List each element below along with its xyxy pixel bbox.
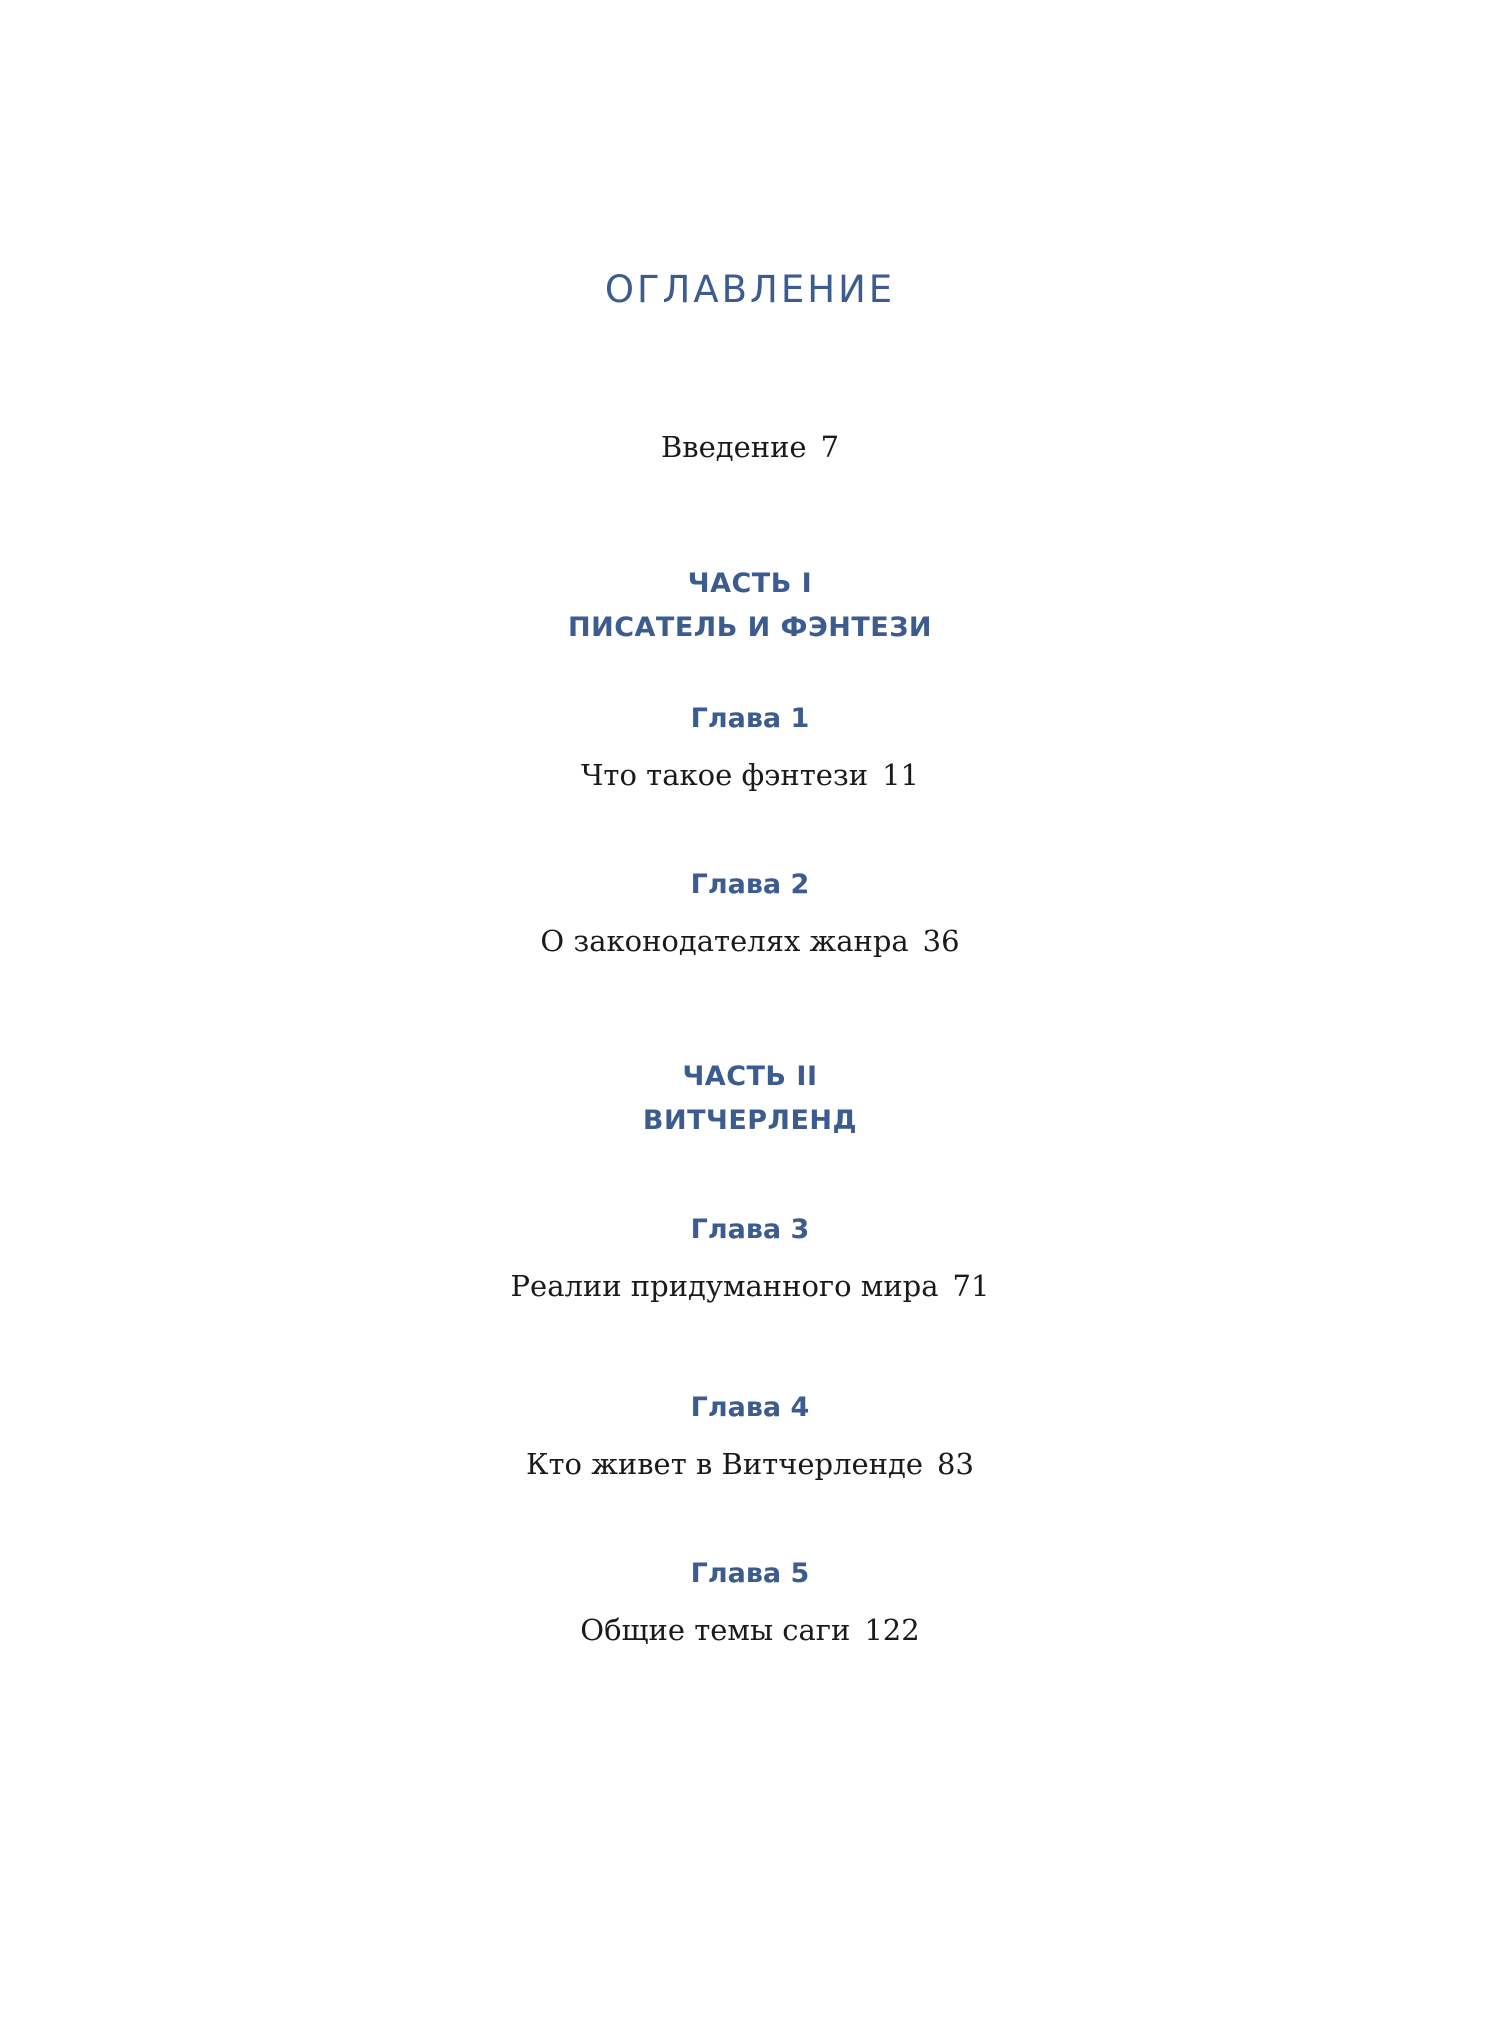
part-label: ЧАСТЬ II <box>682 1061 818 1092</box>
chapter-label-1: Глава 1 <box>690 703 810 734</box>
toc-entry-chapter-5[interactable] <box>0 1613 1500 1647</box>
entry-page-number: 122 <box>864 1613 920 1647</box>
part-name: ПИСАТЕЛЬ И ФЭНТЕЗИ <box>568 612 932 643</box>
entry-title: Введение <box>660 430 807 464</box>
chapter-label-2: Глава 2 <box>690 869 810 900</box>
entry-title: Общие темы саги <box>580 1613 851 1647</box>
toc-entry-intro[interactable] <box>0 430 1500 464</box>
entry-title: О законодателях жанра <box>540 924 909 958</box>
toc-title: ОГЛАВЛЕНИЕ <box>604 268 896 311</box>
entry-page-number: 7 <box>820 430 840 464</box>
chapter-label-4: Глава 4 <box>690 1392 810 1423</box>
part-name: ВИТЧЕРЛЕНД <box>642 1105 858 1136</box>
part-label: ЧАСТЬ I <box>687 568 813 599</box>
entry-page-number: 83 <box>937 1447 974 1481</box>
entry-title: Что такое фэнтези <box>581 758 869 792</box>
entry-title: Кто живет в Витчерленде <box>526 1447 924 1481</box>
toc-entry-chapter-4[interactable] <box>0 1447 1500 1481</box>
entry-page-number: 71 <box>952 1269 990 1303</box>
entry-title: Реалии придуманного мира <box>510 1269 939 1303</box>
part-heading-2 <box>0 1055 1500 1143</box>
entry-page-number: 36 <box>922 924 960 958</box>
chapter-label-5: Глава 5 <box>690 1558 810 1589</box>
entry-page-number: 11 <box>882 758 919 792</box>
toc-entry-chapter-2[interactable] <box>0 924 1500 958</box>
toc-entry-chapter-1[interactable] <box>0 758 1500 792</box>
toc-entry-chapter-3[interactable] <box>0 1269 1500 1303</box>
chapter-label-3: Глава 3 <box>690 1214 810 1245</box>
part-heading-1 <box>0 562 1500 650</box>
